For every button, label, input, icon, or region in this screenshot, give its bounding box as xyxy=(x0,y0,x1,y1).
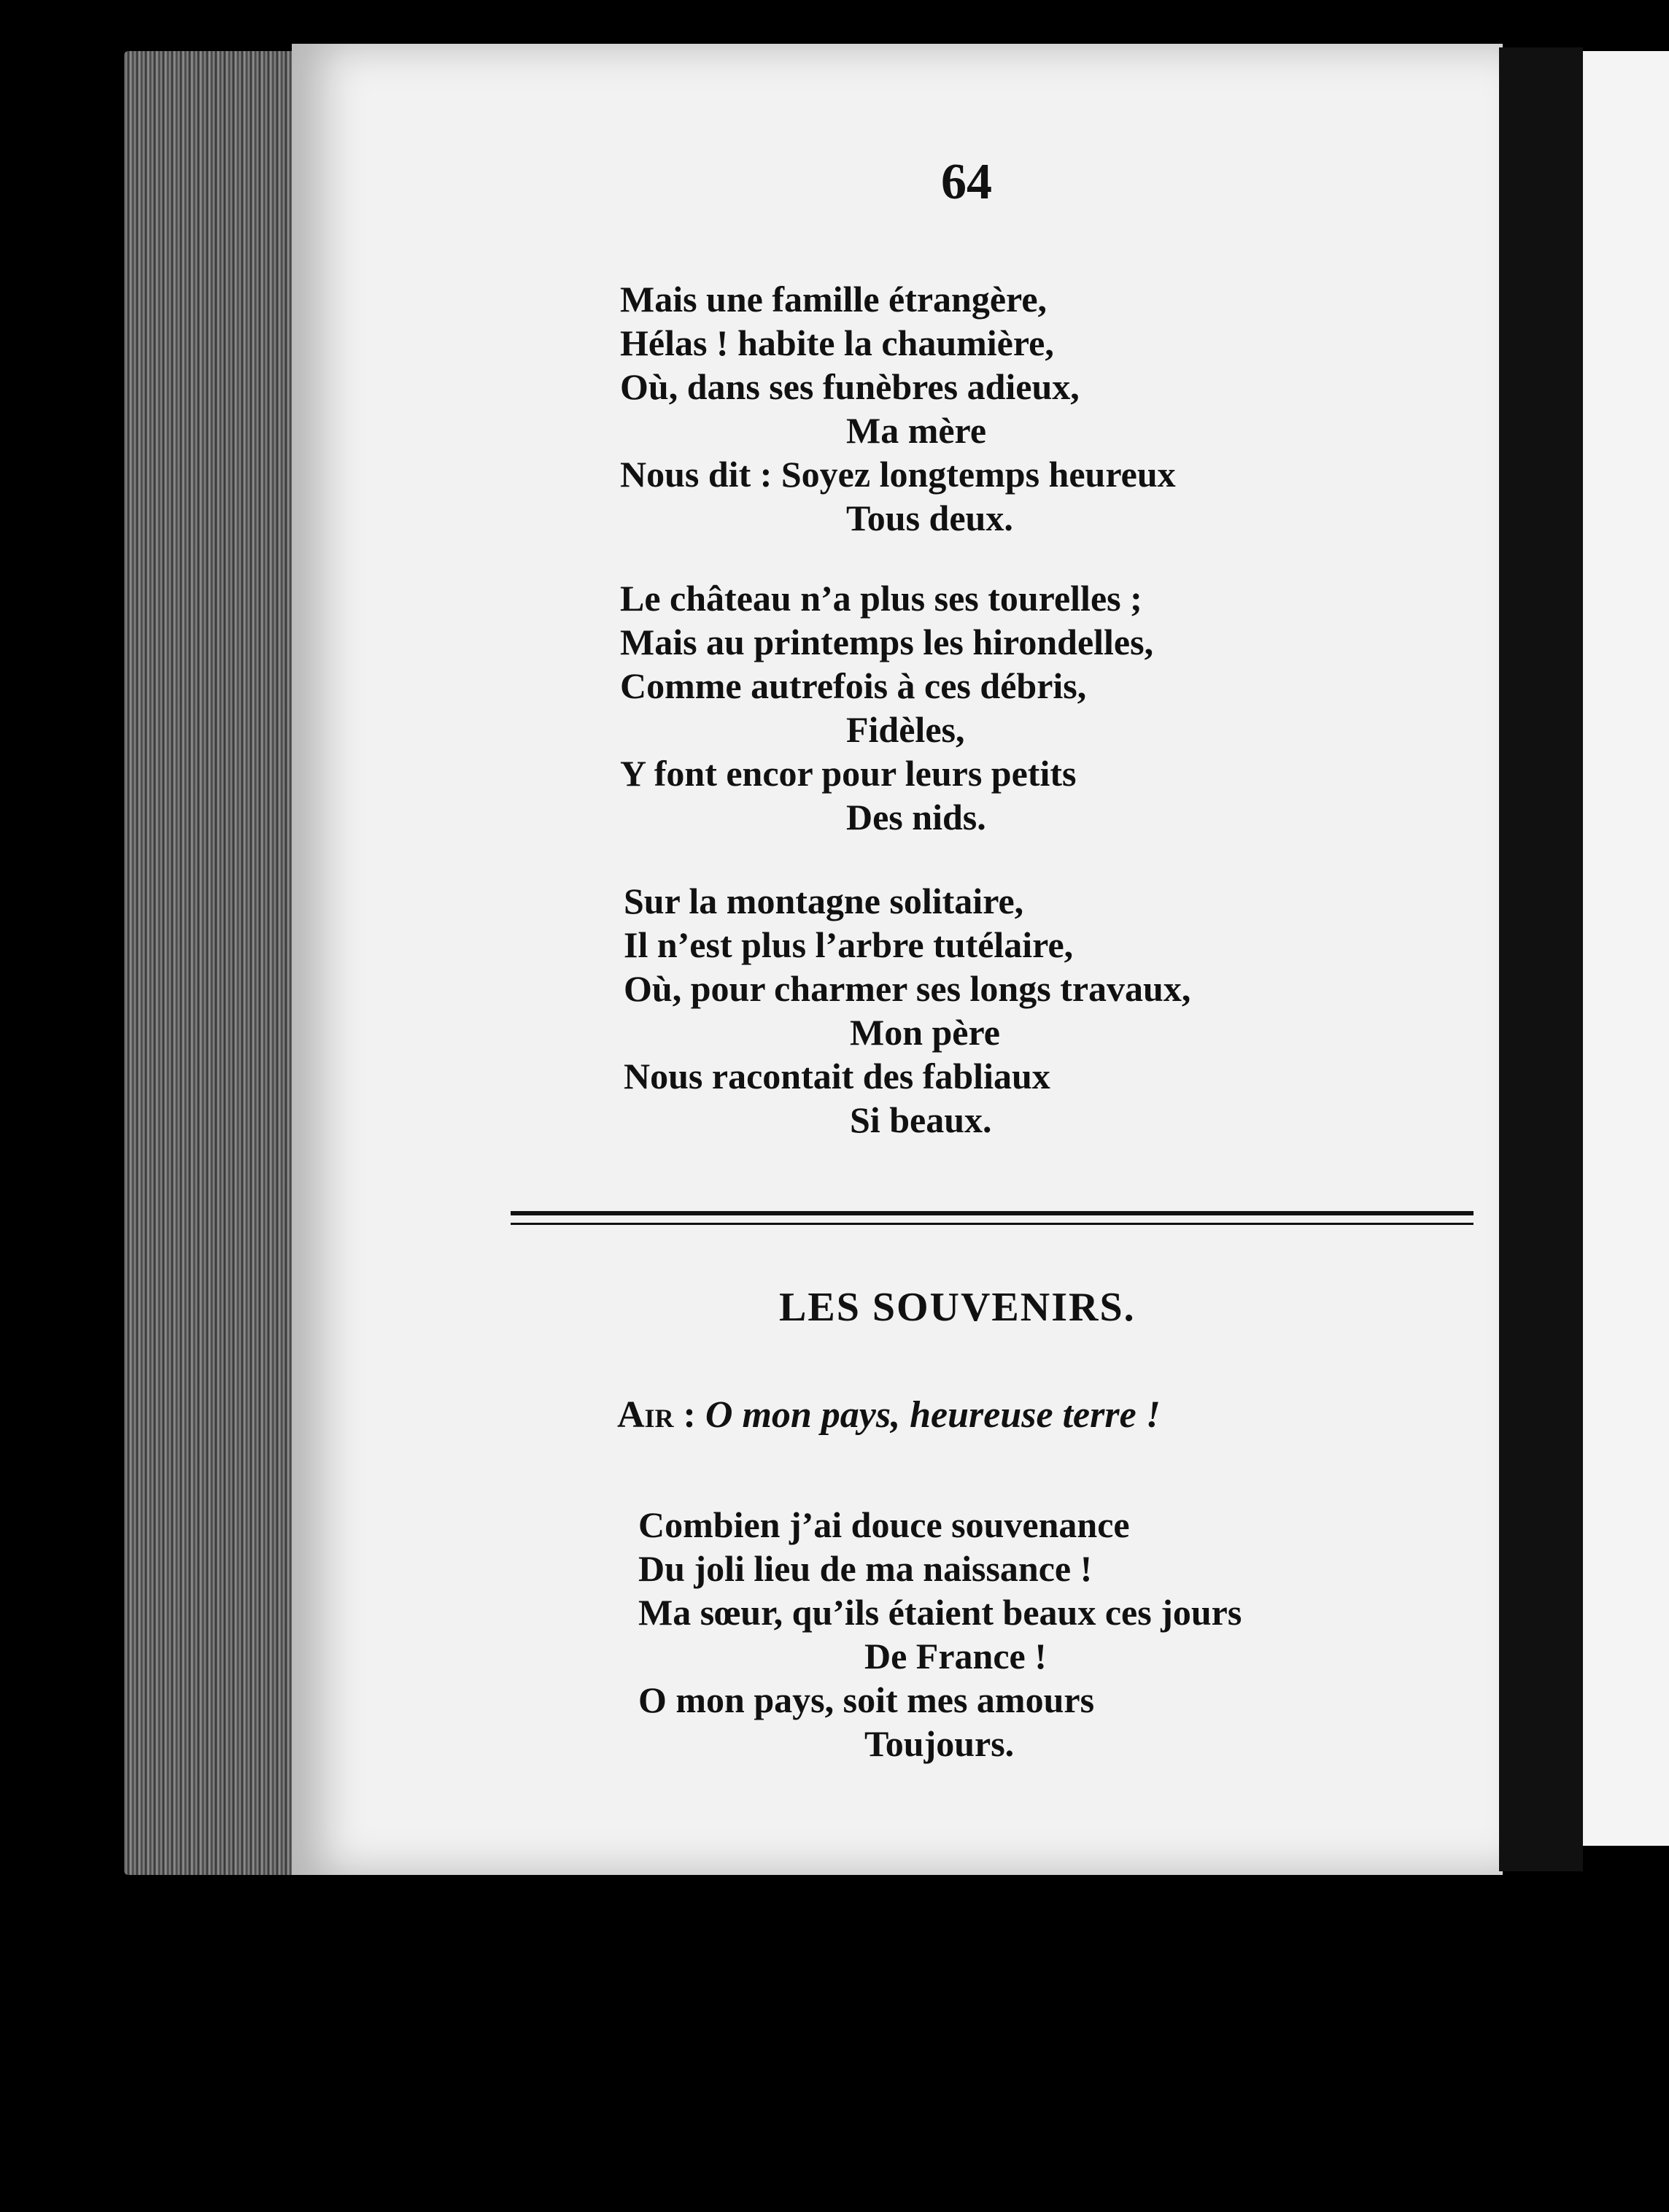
verse-line: Ma sœur, qu’ils étaient beaux ces jours xyxy=(638,1592,1242,1633)
verse-line: Nous dit : Soyez longtemps heureux xyxy=(620,454,1176,495)
book-cover-edge xyxy=(1499,47,1583,1871)
stanza-3 xyxy=(624,879,1190,1142)
air-label: Air : xyxy=(617,1394,696,1436)
verse-line: Mais au printemps les hirondelles, xyxy=(620,622,1154,662)
air-line xyxy=(617,1393,1161,1436)
verse-line: Comme autrefois à ces débris, xyxy=(620,665,1087,706)
adjacent-page-strip xyxy=(1583,51,1669,1846)
verse-line: Hélas ! habite la chaumière, xyxy=(620,322,1054,363)
song-title: LES SOUVENIRS. xyxy=(779,1285,1136,1330)
verse-line-indented: Si beaux. xyxy=(850,1099,992,1140)
verse-line: Nous racontait des fabliaux xyxy=(624,1056,1050,1097)
verse-line: O mon pays, soit mes amours xyxy=(638,1679,1095,1720)
page-number: 64 xyxy=(941,154,992,210)
book-page-edges xyxy=(124,51,306,1875)
section-divider-thin xyxy=(511,1223,1474,1225)
air-tune: O mon pays, heureuse terre ! xyxy=(705,1394,1161,1436)
verse-line: Combien j’ai douce souvenance xyxy=(638,1504,1130,1545)
verse-line-indented: Fidèles, xyxy=(846,709,965,750)
section-divider-thick xyxy=(511,1211,1474,1215)
verse-line: Y font encor pour leurs petits xyxy=(620,753,1077,794)
verse-line-indented: Toujours. xyxy=(864,1723,1015,1764)
verse-line: Où, pour charmer ses longs travaux, xyxy=(624,968,1191,1009)
verse-line: Mais une famille étrangère, xyxy=(620,279,1048,320)
verse-line-indented: Tous deux. xyxy=(846,498,1013,538)
verse-line-indented: Ma mère xyxy=(846,410,987,451)
stanza-1 xyxy=(620,277,1176,540)
verse-line: Le château n’a plus ses tourelles ; xyxy=(620,578,1142,619)
verse-line: Il n’est plus l’arbre tutélaire, xyxy=(624,924,1074,965)
verse-line-indented: Des nids. xyxy=(846,797,986,838)
stanza-2 xyxy=(620,576,1153,839)
verse-line: Où, dans ses funèbres adieux, xyxy=(620,366,1080,407)
verse-line: Du joli lieu de ma naissance ! xyxy=(638,1548,1093,1589)
verse-line: Sur la montagne solitaire, xyxy=(624,881,1024,921)
song-stanza xyxy=(638,1503,1242,1766)
verse-line-indented: Mon père xyxy=(850,1012,1000,1053)
verse-line-indented: De France ! xyxy=(864,1636,1047,1677)
